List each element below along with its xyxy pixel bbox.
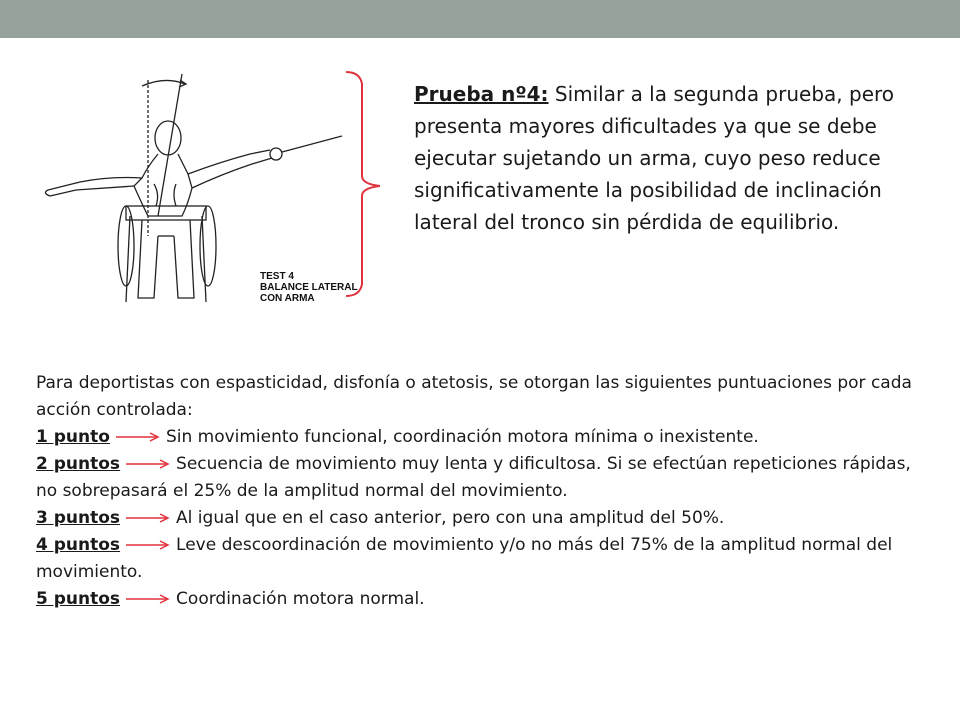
score-key: 4 puntos	[36, 535, 121, 555]
figure-label-line-1: TEST 4	[260, 271, 294, 282]
score-item	[36, 424, 936, 451]
score-item	[36, 532, 936, 586]
bracket-brace	[340, 68, 380, 300]
figure-label-line-2: BALANCE LATERAL	[260, 282, 358, 293]
score-item	[36, 586, 936, 613]
header-bar	[0, 0, 960, 38]
arrow-right-icon	[124, 539, 172, 551]
athlete-drawing	[30, 66, 350, 306]
score-text: Sin movimiento funcional, coordinación motora mínima o inexistente.	[165, 427, 759, 447]
wheelchair-athlete-illustration	[30, 66, 358, 306]
score-text: Secuencia de movimiento muy lenta y dificultosa. Si se efectúan repeticiones rápidas, no sobrepasará el 25% de la amplitud normal del movimiento.	[36, 454, 911, 501]
arrow-right-icon	[114, 431, 162, 443]
scoring-section	[36, 370, 936, 613]
test-title: Prueba nº4:	[414, 82, 549, 106]
arrow-right-icon	[124, 512, 172, 524]
score-item	[36, 451, 936, 505]
test-description-text: Similar a la segunda prueba, pero presenta mayores dificultades ya que se debe ejecutar sujetando un arma, cuyo peso reduce significativamente la posibilidad de inclinación lateral del tronco sin pérdida de equilibrio.	[414, 82, 895, 234]
score-text: Al igual que en el caso anterior, pero con una amplitud del 50%.	[176, 508, 725, 528]
score-text: Coordinación motora normal.	[176, 589, 425, 609]
score-key: 5 puntos	[36, 589, 121, 609]
score-text: Leve descoordinación de movimiento y/o no más del 75% de la amplitud normal del movimiento.	[36, 535, 893, 582]
score-key: 3 puntos	[36, 508, 121, 528]
arrow-right-icon	[124, 593, 172, 605]
score-key: 1 punto	[36, 427, 110, 447]
test-description	[414, 78, 934, 238]
score-item	[36, 505, 936, 532]
figure-label-line-3: CON ARMA	[260, 293, 315, 304]
scoring-intro: Para deportistas con espasticidad, disfonía o atetosis, se otorgan las siguientes puntuaciones por cada acción controlada:	[36, 373, 912, 420]
score-key: 2 puntos	[36, 454, 121, 474]
arrow-right-icon	[124, 458, 172, 470]
